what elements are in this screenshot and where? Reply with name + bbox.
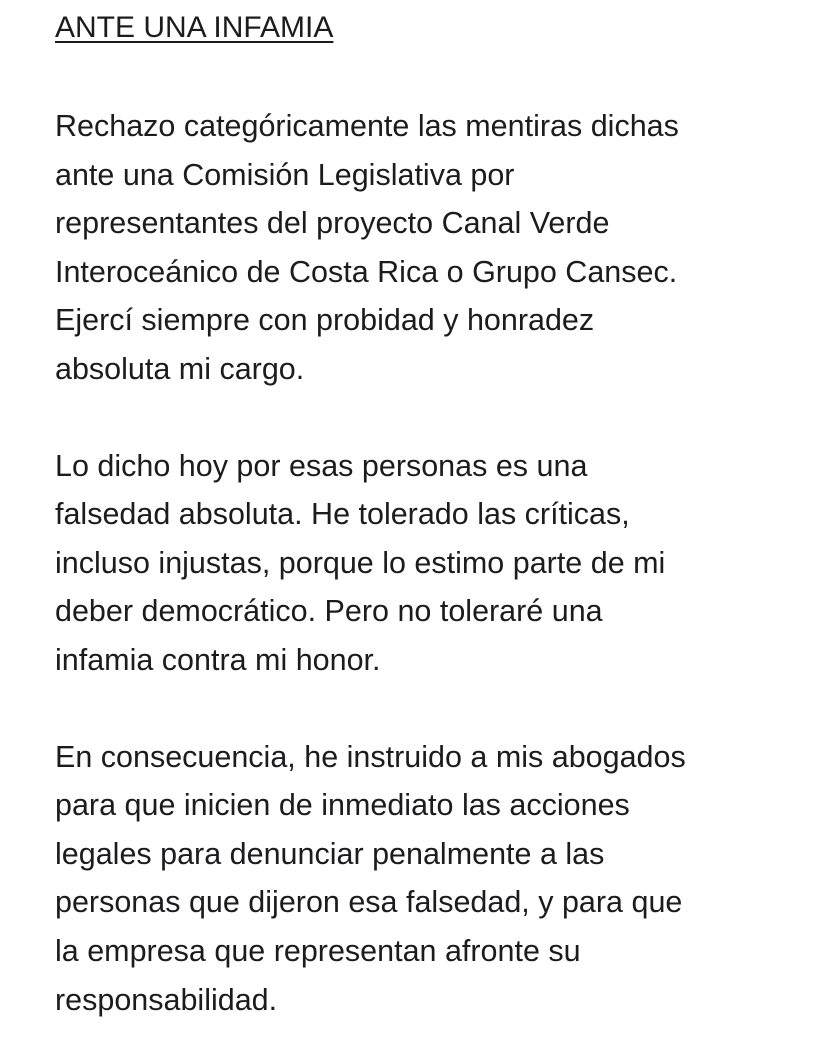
paragraph-legal-action: En consecuencia, he instruido a mis abogados para que inicien de inmediato las acciones legales para denunciar penalmente a las personas que dijeron esa falsedad, y para que la empresa que representan afronte su responsabilidad.: [55, 739, 686, 1017]
note-body: [55, 6, 795, 1024]
note-title: ANTE UNA INFAMIA: [55, 11, 334, 44]
paragraph-falsehood: Lo dicho hoy por esas personas es una falsedad absoluta. He tolerado las críticas, incluso injustas, porque lo estimo parte de mi deber democrático. Pero no toleraré una infamia contra mi honor.: [55, 448, 666, 677]
paragraph-rejection: Rechazo categóricamente las mentiras dichas ante una Comisión Legislativa por representantes del proyecto Canal Verde Interoceánico de Costa Rica o Grupo Cansec. Ejercí siempre con probidad y honradez absoluta mi cargo.: [55, 109, 679, 386]
